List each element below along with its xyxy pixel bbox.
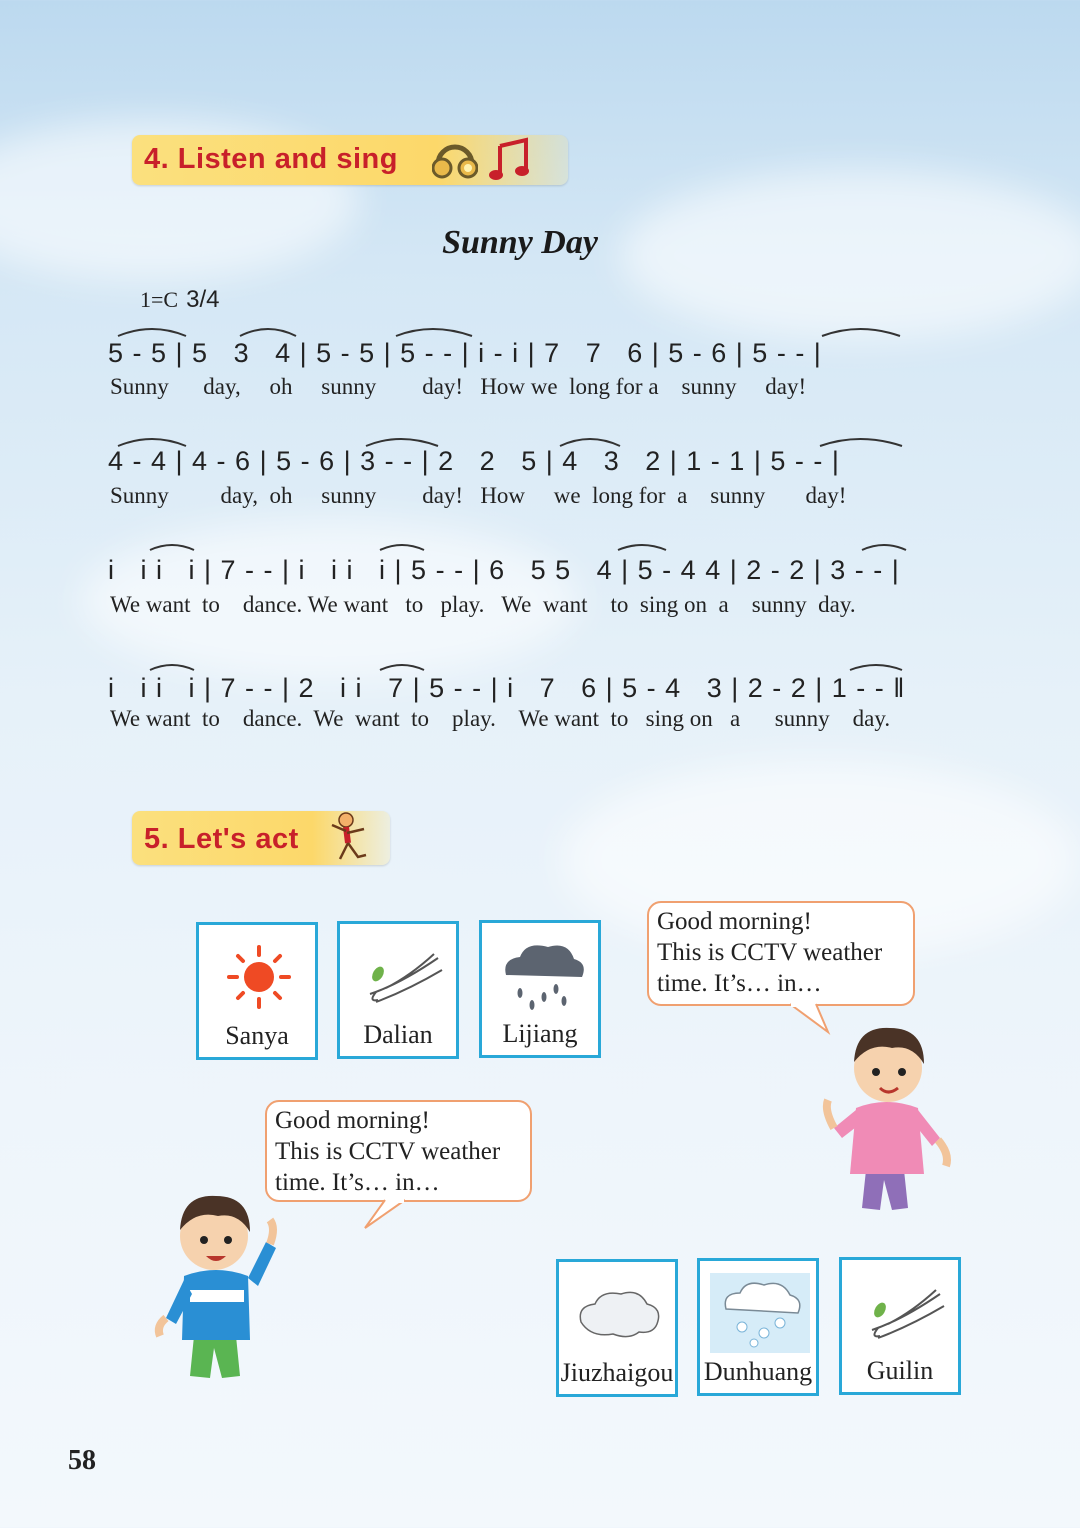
card-city-name: Dunhuang: [703, 1357, 813, 1386]
lyric-row-3: We want to dance. We want to play. We want to sing on a sunny day.: [110, 592, 856, 617]
cloud-icon: [569, 1274, 669, 1354]
lyric-row-1: Sunny day, oh sunny day! How we long for a sunny day!: [110, 374, 807, 399]
song-title: Sunny Day: [442, 224, 598, 261]
time-signature: 3/4: [186, 286, 220, 313]
bubble-line: This is CCTV weather: [275, 1138, 501, 1165]
section-5-title: 5. Let's act: [144, 823, 299, 855]
bubble-line: Good morning!: [657, 908, 812, 935]
dancing-figure-icon: [326, 811, 376, 865]
card-city-name: Jiuzhaigou: [560, 1358, 674, 1387]
speech-bubble-right: [647, 901, 915, 1006]
boy-illustration-left: [150, 1190, 290, 1390]
wind-icon: [350, 936, 450, 1016]
boy-illustration-right: [820, 1020, 960, 1220]
weather-card-dunhuang: [697, 1258, 819, 1396]
score-row-2: 4 - 4 | 4 - 6 | 5 - 6 | 3 - - | 2 2 5 | 4 3 2 | 1 - 1 | 5 - - |: [108, 446, 840, 476]
weather-card-lijiang: [479, 920, 601, 1058]
snow-cloud-icon: [710, 1273, 810, 1353]
weather-card-jiuzhaigou: [556, 1259, 678, 1397]
card-city-name: Lijiang: [502, 1019, 578, 1048]
bubble-tail: [355, 1196, 415, 1236]
score-row-3: i i i i | 7 - - | i i i i | 5 - - | 6 5 5 4 | 5 - 4 4 | 2 - 2 | 3 - - |: [108, 555, 900, 585]
key-label: 1=C: [140, 287, 179, 312]
lyric-row-2: Sunny day, oh sunny day! How we long for a sunny day!: [110, 483, 847, 508]
card-city-name: Guilin: [866, 1356, 934, 1385]
sun-icon: [209, 937, 309, 1017]
weather-card-dalian: [337, 921, 459, 1059]
weather-card-guilin: [839, 1257, 961, 1395]
speech-bubble-left: [265, 1100, 532, 1202]
wind-icon: [852, 1272, 952, 1352]
section-4-title: 4. Listen and sing: [144, 143, 398, 175]
rain-cloud-icon: [492, 935, 592, 1015]
score-row-4: i i i i | 7 - - | 2 i i 7 | 5 - - | i 7 6 | 5 - 4 3 | 2 - 2 | 1 - - ‖: [108, 673, 906, 703]
card-city-name: Sanya: [225, 1021, 289, 1050]
card-city-name: Dalian: [363, 1020, 433, 1049]
score-row-1: 5 - 5 | 5 3 4 | 5 - 5 | 5 - - | i - i | 7 7 6 | 5 - 6 | 5 - - |: [108, 338, 822, 368]
section-5-banner: [132, 811, 390, 865]
weather-card-sanya: [196, 922, 318, 1060]
bubble-line: This is CCTV weather: [657, 939, 883, 966]
bubble-line: Good morning!: [275, 1107, 430, 1134]
page-number: 58: [68, 1445, 96, 1476]
bubble-line: time. It’s… in…: [657, 970, 822, 997]
bubble-line: time. It’s… in…: [275, 1169, 440, 1196]
lyric-row-4: We want to dance. We want to play. We want to sing on a sunny day.: [110, 706, 891, 731]
